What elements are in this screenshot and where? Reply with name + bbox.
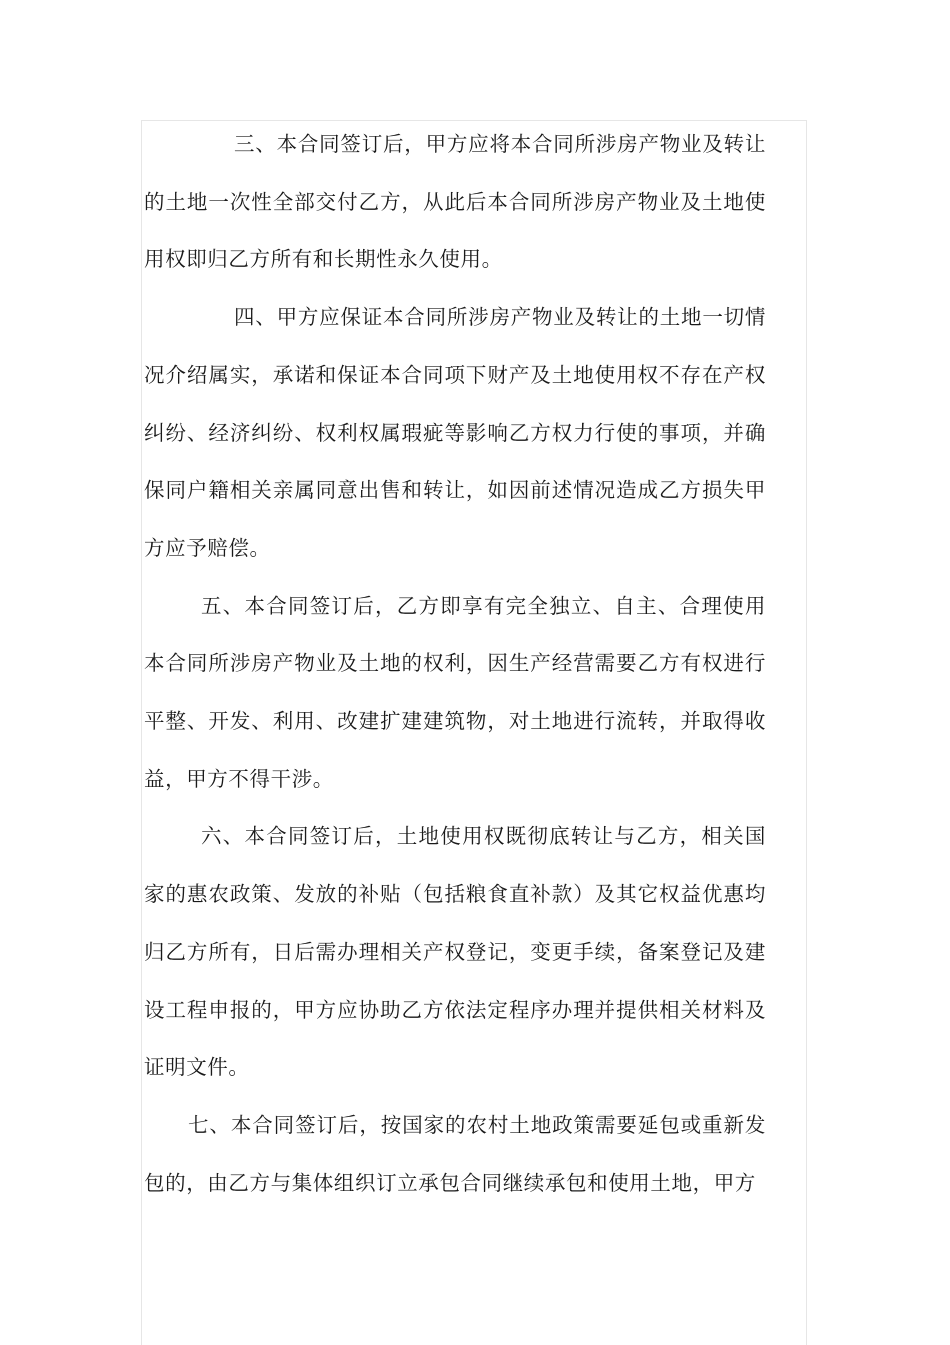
clause-6-paragraph: 六、本合同签订后，土地使用权既彻底转让与乙方，相关国家的惠农政策、发放的补贴（包括粮食直补款）及其它权益优惠均归乙方所有，日后需办理相关产权登记，变更手续，备案登记及建设工程申报的，甲方应协助乙方依法定程序办理并提供相关材料及证明文件。 (144, 824, 766, 1080)
clause-7-paragraph: 七、本合同签订后，按国家的农村土地政策需要延包或重新发包的，由乙方与集体组织订立承包合同继续承包和使用土地，甲方 (144, 1112, 766, 1195)
clause-5-paragraph: 五、本合同签订后，乙方即享有完全独立、自主、合理使用本合同所涉房产物业及土地的权利，因生产经营需要乙方有权进行平整、开发、利用、改建扩建建筑物，对土地进行流转，并取得收益，甲方不得干涉。 (144, 593, 766, 791)
clause-3-paragraph: 三、本合同签订后，甲方应将本合同所涉房产物业及转让的土地一次性全部交付乙方，从此后本合同所涉房产物业及土地使用权即归乙方所有和长期性永久使用。 (144, 132, 766, 272)
document-body (144, 116, 766, 1212)
clause-4-paragraph: 四、甲方应保证本合同所涉房产物业及转让的土地一切情况介绍属实，承诺和保证本合同项下财产及土地使用权不存在产权纠纷、经济纠纷、权利权属瑕疵等影响乙方权力行使的事项，并确保同户籍相关亲属同意出售和转让，如因前述情况造成乙方损失甲方应予赔偿。 (144, 305, 766, 560)
